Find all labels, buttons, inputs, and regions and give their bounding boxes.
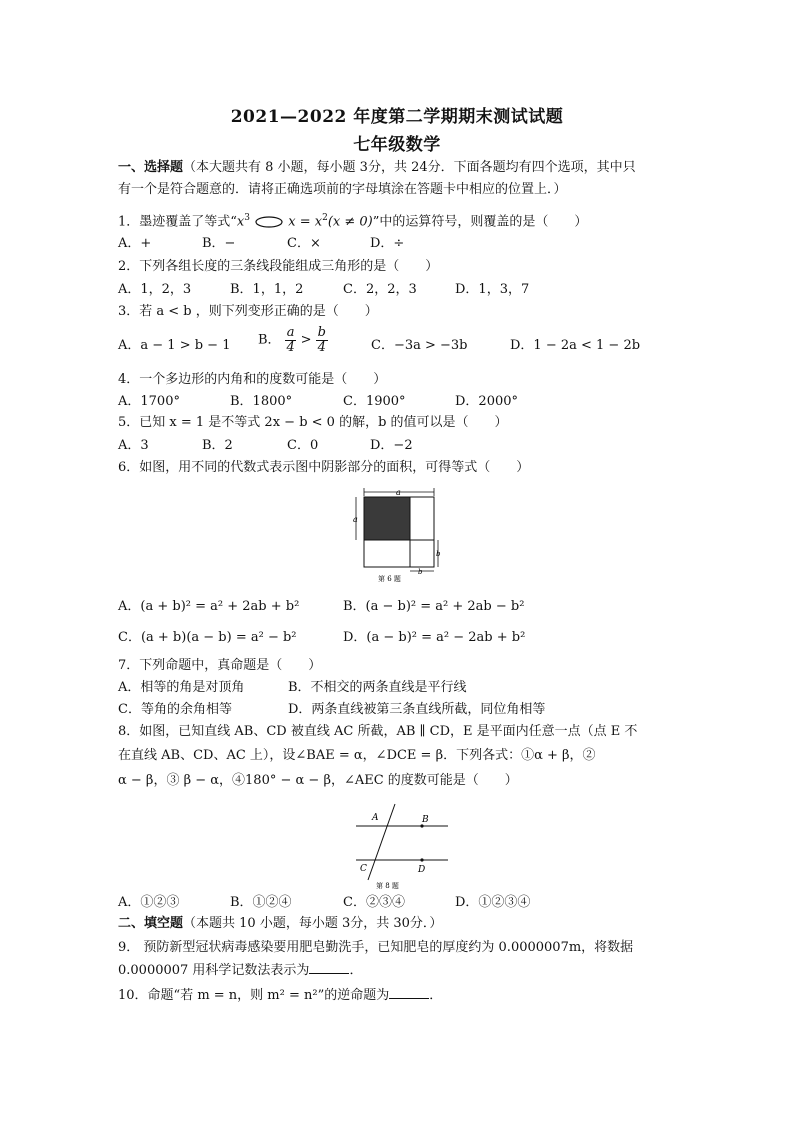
q6-option-a: A．(a + b)² = a² + 2ab + b² — [118, 599, 300, 614]
q6-option-c: C．(a + b)(a − b) = a² − b² — [118, 630, 297, 645]
q4-option-d: D．2000° — [455, 394, 519, 409]
q5-option-d: D．−2 — [370, 438, 413, 453]
ink-blot-icon — [254, 215, 284, 229]
section1-desc-line1: （本大题共有 8 小题，每小题 3分，共 24分．下面各题均有四个选项，其中只 — [183, 160, 636, 175]
q1-eq-left: x — [236, 214, 245, 230]
q3-fraction-a: $\frac{a}{4}$ — [286, 325, 295, 355]
section1-heading: 一、选择题 — [118, 160, 184, 175]
q10-stem — [118, 986, 442, 1006]
q8-option-a: A．①②③ — [118, 895, 180, 910]
q8-stem-line2: 在直线 AB、CD、AC 上），设∠BAE = α，∠DCE = β．下列各式：①α + β，② — [118, 748, 596, 763]
section2-header — [118, 914, 442, 934]
exam-title: 2021—2022 年度第二学期期末测试试题 — [230, 107, 564, 127]
q6-label-right-b: b — [436, 550, 441, 558]
q8-figure-caption: 第 8 题 — [376, 882, 399, 890]
q6-label-left-a: a — [353, 515, 358, 524]
q1-option-c: C．× — [287, 236, 321, 251]
q3-option-d: D．1 − 2a < 1 − 2b — [510, 338, 641, 353]
q9-answer-blank[interactable] — [309, 961, 349, 974]
q6-stem: 6．如图，用不同的代数式表示图中阴影部分的面积，可得等式（ ） — [118, 460, 530, 475]
q8-stem-line1: 8．如图，已知直线 AB、CD 被直线 AC 所截，AB ∥ CD，E 是平面内任意一点（点 E 不 — [118, 724, 638, 739]
q10-stem-text: 10．命题“若 m = n，则 m² = n²”的逆命题为 — [118, 988, 390, 1003]
q4-option-a: A．1700° — [118, 394, 180, 409]
q4-option-b: B．1800° — [230, 394, 293, 409]
q8-figure — [352, 800, 452, 892]
q8-label-A: A — [372, 813, 379, 823]
q3-option-b-label: B． — [258, 332, 281, 348]
q2-stem: 2．下列各组长度的三条线段能组成三角形的是（ ） — [118, 259, 439, 274]
q10-stem-end: ． — [429, 988, 443, 1003]
q1-stem-start: 1．墨迹覆盖了等式“ — [118, 214, 237, 230]
q7-stem: 7．下列命题中，真命题是（ ） — [118, 658, 322, 673]
section1-desc-line2: 有一个是符合题意的．请将正确选项前的字母填涂在答题卡中相应的位置上．） — [118, 182, 567, 197]
q8-stem-line3: α − β，③ β − α，④180° − α − β，∠AEC 的度数可能是（ ） — [118, 773, 518, 788]
q6-option-b: B．(a − b)² = a² + 2ab − b² — [343, 599, 525, 614]
q6-label-top-a: a — [396, 488, 401, 497]
q5-stem: 5．已知 x = 1 是不等式 2x − b < 0 的解，b 的值可以是（ ） — [118, 415, 508, 430]
q8-option-b: B．①②④ — [230, 895, 292, 910]
q6-option-d: D．(a − b)² = a² − 2ab + b² — [343, 630, 526, 645]
q1-eq-cond: (x ≠ 0) — [327, 214, 373, 230]
q10-answer-blank[interactable] — [389, 986, 429, 999]
section2-heading: 二、填空题 — [118, 916, 184, 931]
q1-stem: 1．墨迹覆盖了等式“$x^3$ $x = x^2(x \ne 0)$”中的运算符号，则覆盖的是（ ） — [118, 213, 588, 230]
q2-option-c: C．2，2，3 — [343, 282, 417, 297]
q5-option-b: B．2 — [202, 438, 233, 453]
q1-option-d: D．÷ — [370, 236, 405, 251]
q1-stem-end: ”中的运算符号，则覆盖的是（ ） — [372, 214, 588, 230]
q1-option-b: B．− — [202, 236, 236, 251]
exam-subtitle: 七年级数学 — [353, 135, 441, 155]
q6-shaded-square — [364, 497, 410, 540]
q7-option-a: A．相等的角是对顶角 — [118, 680, 245, 695]
q6-figure — [348, 484, 443, 584]
q2-option-a: A．1，2，3 — [118, 282, 192, 297]
q8-option-d: D．①②③④ — [455, 895, 531, 910]
q3-option-b-rel: > — [300, 332, 312, 348]
q9-stem-text: 0.0000007 用科学记数法表示为 — [118, 963, 310, 978]
q5-option-a: A．3 — [118, 438, 149, 453]
section2-desc: （本题共 10 小题，每小题 3分，共 30分．） — [183, 916, 443, 931]
q9-stem-end: ． — [349, 963, 363, 978]
q8-option-c: C．②③④ — [343, 895, 405, 910]
q3-fraction-b: $\frac{b}{4}$ — [317, 325, 326, 355]
q8-label-B: B — [422, 815, 429, 825]
q8-label-D: D — [418, 865, 426, 875]
section1-header — [118, 158, 636, 178]
q6-figure-caption: 第 6 题 — [378, 575, 401, 583]
q2-option-d: D．1，3，7 — [455, 282, 530, 297]
q3-stem: 3．若 a < b ，则下列变形正确的是（ ） — [118, 304, 378, 319]
q3-option-c: C．−3a > −3b — [371, 338, 468, 353]
q4-stem: 4．一个多边形的内角和的度数可能是（ ） — [118, 372, 387, 387]
q2-option-b: B．1，1，2 — [230, 282, 304, 297]
q3-option-b — [258, 326, 328, 355]
q7-option-c: C．等角的余角相等 — [118, 702, 232, 717]
q5-option-c: C．0 — [287, 438, 319, 453]
q1-eq-right: x = x — [288, 214, 323, 230]
q8-label-C: C — [360, 864, 367, 874]
q9-stem-line2 — [118, 961, 362, 981]
q4-option-c: C．1900° — [343, 394, 406, 409]
q7-option-d: D．两条直线被第三条直线所截，同位角相等 — [288, 702, 546, 717]
q3-option-a: A．a − 1 > b − 1 — [118, 338, 231, 353]
q9-stem-line1: 9． 预防新型冠状病毒感染要用肥皂勤洗手，已知肥皂的厚度约为 0.0000007m，将数据 — [118, 940, 634, 955]
q1-option-a: A．+ — [118, 236, 152, 251]
q7-option-b: B．不相交的两条直线是平行线 — [288, 680, 467, 695]
q6-label-bottom-b: b — [418, 568, 423, 576]
